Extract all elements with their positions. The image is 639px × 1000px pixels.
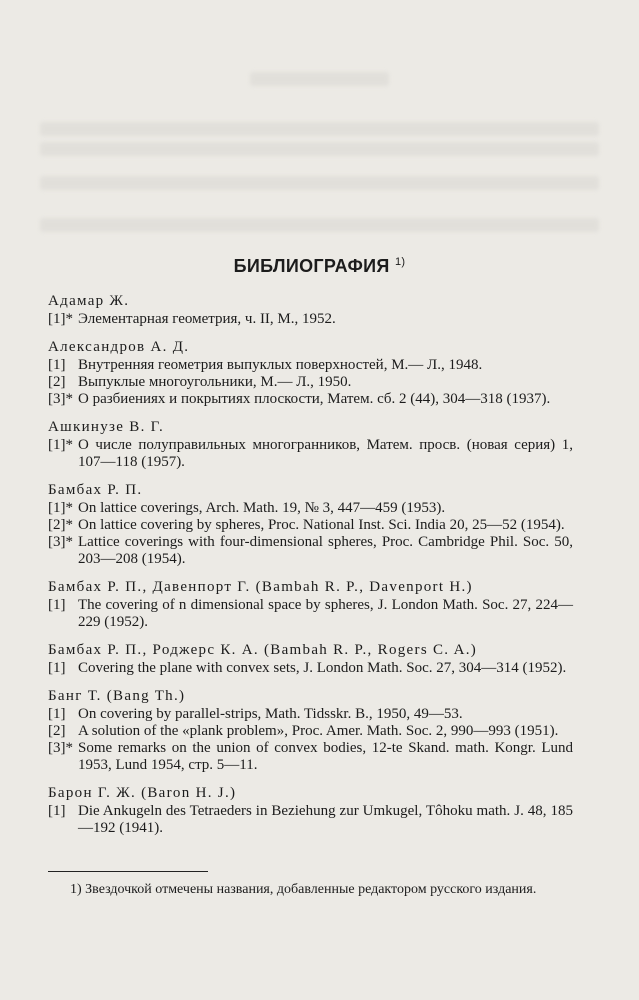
reference-item	[48, 723, 573, 740]
reference-number: [1]*	[48, 437, 73, 453]
reference-number: [1]	[48, 597, 66, 613]
bibliography-entry	[48, 784, 573, 837]
bibliography-entry	[48, 687, 573, 774]
reference-number: [3]*	[48, 534, 73, 550]
bibliography-list	[48, 292, 573, 847]
reference-item	[48, 391, 573, 408]
reference-item	[48, 357, 573, 374]
reference-text: On lattice coverings, Arch. Math. 19, № 3, 447—459 (1953).	[78, 500, 446, 516]
reference-number: [1]	[48, 803, 66, 819]
reference-number: [1]	[48, 357, 66, 373]
author-name: Ашкинузе В. Г.	[48, 419, 164, 435]
reference-number: [1]	[48, 660, 66, 676]
reference-item	[48, 517, 573, 534]
reference-item	[48, 740, 573, 774]
page-title-text: БИБЛИОГРАФИЯ	[233, 256, 390, 276]
reference-text: О числе полуправильных многогранников, Матем. просв. (новая серия) 1, 107—118 (1957).	[78, 437, 573, 470]
show-through-line	[40, 176, 599, 190]
author-name: Барон Г. Ж. (Baron H. J.)	[48, 785, 237, 801]
reference-item	[48, 374, 573, 391]
show-through-line	[250, 72, 389, 86]
bibliography-entry	[48, 292, 573, 328]
footnote	[48, 881, 573, 898]
author-name: Бамбах Р. П.	[48, 482, 143, 498]
reference-item	[48, 803, 573, 837]
show-through-line	[40, 218, 599, 232]
reference-number: [3]*	[48, 740, 73, 756]
author-name: Банг Т. (Bang Th.)	[48, 688, 186, 704]
bibliography-entry	[48, 641, 573, 677]
reference-text: Die Ankugeln des Tetraeders in Beziehung zur Umkugel, Tôhoku math. J. 48, 185—192 (1941).	[78, 803, 573, 836]
reference-text: On covering by parallel-strips, Math. Tidsskr. B., 1950, 49—53.	[78, 706, 463, 722]
show-through-line	[40, 122, 599, 136]
author-name: Бамбах Р. П., Давенпорт Г. (Bambah R. P., Davenport H.)	[48, 579, 473, 595]
reference-item	[48, 534, 573, 568]
footnote-marker: 1)	[394, 256, 406, 268]
reference-number: [2]*	[48, 517, 73, 533]
bibliography-entry	[48, 481, 573, 568]
reference-text: О разбиениях и покрытиях плоскости, Матем. сб. 2 (44), 304—318 (1937).	[78, 391, 551, 407]
reference-text: Lattice coverings with four-dimensional spheres, Proc. Cambridge Phil. Soc. 50, 203—208 (1954).	[78, 534, 573, 567]
footnote-marker: 1)	[70, 882, 82, 897]
reference-text: The covering of n dimensional space by spheres, J. London Math. Soc. 27, 224—229 (1952).	[78, 597, 573, 630]
page-title	[0, 256, 639, 277]
reference-text: A solution of the «plank problem», Proc. Amer. Math. Soc. 2, 990—993 (1951).	[78, 723, 559, 739]
author-name: Адамар Ж.	[48, 293, 130, 309]
author-name: Александров А. Д.	[48, 339, 190, 355]
reference-number: [2]	[48, 374, 66, 390]
reference-item	[48, 706, 573, 723]
reference-item	[48, 311, 573, 328]
show-through-line	[40, 142, 599, 156]
bibliography-entry	[48, 418, 573, 471]
reference-text: Some remarks on the union of convex bodies, 12-te Skand. math. Kongr. Lund 1953, Lund 1954, стр. 5—11.	[78, 740, 573, 773]
reference-item	[48, 500, 573, 517]
footnote-text: Звездочкой отмечены названия, добавленные редактором русского издания.	[85, 882, 537, 897]
reference-number: [1]*	[48, 311, 73, 327]
reference-item	[48, 660, 573, 677]
reference-number: [1]*	[48, 500, 73, 516]
footnote-divider	[48, 871, 208, 872]
reference-number: [2]	[48, 723, 66, 739]
bibliography-entry	[48, 338, 573, 408]
reference-item	[48, 437, 573, 471]
author-name: Бамбах Р. П., Роджерс К. А. (Bambah R. P., Rogers C. A.)	[48, 642, 478, 658]
reference-text: Элементарная геометрия, ч. II, М., 1952.	[78, 311, 336, 327]
reference-text: Внутренняя геометрия выпуклых поверхностей, М.— Л., 1948.	[78, 357, 483, 373]
bibliography-entry	[48, 578, 573, 631]
reference-text: Covering the plane with convex sets, J. London Math. Soc. 27, 304—314 (1952).	[78, 660, 567, 676]
reference-number: [1]	[48, 706, 66, 722]
reference-text: On lattice covering by spheres, Proc. National Inst. Sci. India 20, 25—52 (1954).	[78, 517, 565, 533]
reference-text: Выпуклые многоугольники, М.— Л., 1950.	[78, 374, 352, 390]
reference-item	[48, 597, 573, 631]
reference-number: [3]*	[48, 391, 73, 407]
